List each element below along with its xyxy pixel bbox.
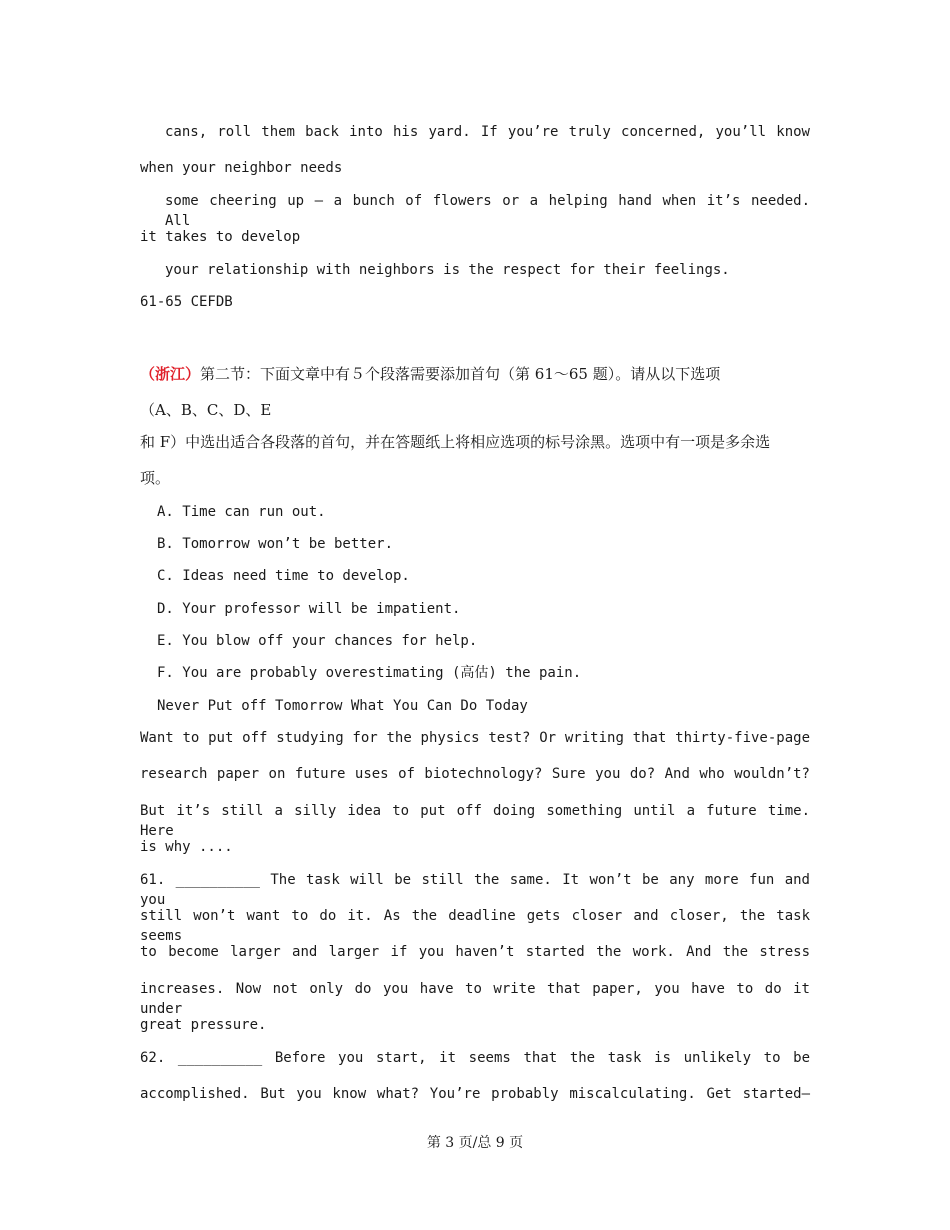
passage-line: some cheering up — a bunch of flowers or a helping hand when it’s needed. All [165, 193, 810, 229]
intro-line: Want to put off studying for the physics test? Or writing that thirty-five-page [140, 730, 810, 746]
passage-line: cans, roll them back into his yard. If you’re truly concerned, you’ll know [165, 124, 810, 140]
intro-line: is why .... [140, 839, 233, 855]
page-footer: 第 3 页/总 9 页 [426, 1135, 524, 1151]
question-61-line: great pressure. [140, 1017, 267, 1033]
question-62-line: 62. __________ Before you start, it seems that the task is unlikely to be [140, 1050, 810, 1066]
article-title: Never Put off Tomorrow What You Can Do Today [157, 698, 528, 714]
option-item: B. Tomorrow won’t be better. [157, 536, 394, 552]
question-62-line: accomplished. But you know what? You’re probably miscalculating. Get started— [140, 1086, 810, 1102]
option-item: D. Your professor will be impatient. [157, 601, 461, 617]
question-61-line: still won’t want to do it. As the deadline gets closer and closer, the task seems [140, 908, 810, 944]
instruction-text: 项。 [140, 469, 171, 487]
region-label: （浙江） [140, 365, 201, 383]
answer-key: 61-65 CEFDB [140, 294, 233, 310]
question-61-line: increases. Now not only do you have to write that paper, you have to do it under [140, 981, 810, 1017]
passage-line: it takes to develop [140, 229, 301, 245]
question-61-line: 61. __________ The task will be still the same. It won’t be any more fun and you [140, 872, 810, 908]
passage-line: when your neighbor needs [140, 160, 343, 176]
intro-line: research paper on future uses of biotechnology? Sure you do? And who wouldn’t? [140, 766, 810, 782]
section-instructions [140, 364, 810, 384]
instruction-text: （A、B、C、D、E [140, 401, 272, 419]
question-61-line: to become larger and larger if you haven’t started the work. And the stress [140, 944, 810, 960]
passage-line: your relationship with neighbors is the respect for their feelings. [165, 262, 730, 278]
intro-line: But it’s still a silly idea to put off doing something until a future time. Here [140, 803, 810, 839]
instruction-text: 和 F）中选出适合各段落的首句，并在答题纸上将相应选项的标号涂黑。选项中有一项是多余选 [140, 433, 771, 451]
instruction-text: 第二节：下面文章中有５个段落需要添加首句（第 61～65 题）。请从以下选项 [200, 365, 721, 383]
option-item: F. You are probably overestimating (高估) the pain. [157, 665, 582, 681]
option-item: C. Ideas need time to develop. [157, 568, 410, 584]
option-item: E. You blow off your chances for help. [157, 633, 478, 649]
option-item: A. Time can run out. [157, 504, 326, 520]
